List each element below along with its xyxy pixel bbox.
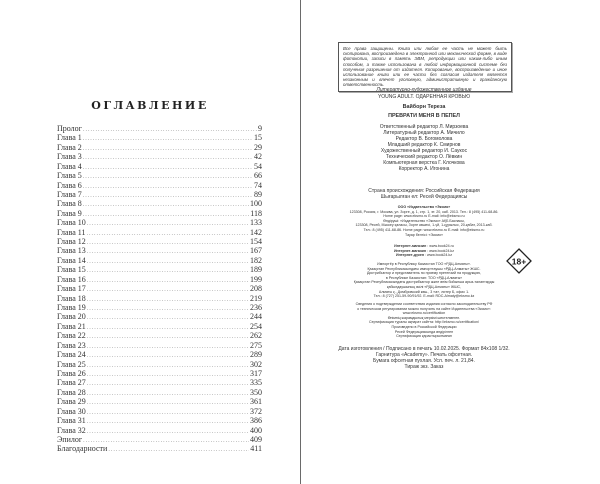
toc-leader-dots: [87, 267, 249, 274]
kz-line: Алматы қ., Домбровский көш., 3 «а», литер Б, офис 1.: [378, 289, 470, 294]
toc-entry-page-number: 29: [254, 142, 262, 152]
toc-entry-page-number: 275: [250, 340, 262, 350]
toc-entry[interactable]: [57, 275, 262, 284]
toc-entry-label: Глава 15: [57, 265, 86, 275]
credit-line: Корректор А. Игонина: [398, 166, 450, 172]
toc-leader-dots: [83, 211, 250, 218]
toc-entry[interactable]: [57, 350, 262, 359]
print-line: Тираж экз. Заказ: [404, 364, 444, 370]
toc-entry-label: Глава 28: [57, 387, 86, 397]
toc-entry-label: Глава 12: [57, 237, 86, 247]
author-name: Вайборн Тереза: [402, 104, 446, 110]
toc-entry-label: Глава 19: [57, 303, 86, 313]
toc-leader-dots: [87, 220, 249, 227]
print-line: Дата изготовления / Подписано в печать 10.02.2025. Формат 84x108 1/32.: [338, 346, 510, 352]
toc-entry[interactable]: [57, 143, 262, 152]
toc-entry-page-number: 199: [250, 274, 262, 284]
toc-entry[interactable]: [57, 397, 262, 406]
toc-entry[interactable]: [57, 378, 262, 387]
toc-entry[interactable]: [57, 312, 262, 321]
toc-leader-dots: [83, 437, 249, 444]
certification-block: [321, 302, 527, 339]
toc-entry[interactable]: [57, 407, 262, 416]
toc-entry[interactable]: [57, 303, 262, 312]
toc-entry[interactable]: [57, 190, 262, 199]
toc-entry[interactable]: [57, 162, 262, 171]
toc-leader-dots: [87, 333, 249, 340]
origin-line: Страна происхождения: Российская Федерация: [368, 188, 480, 194]
toc-entry-page-number: 74: [254, 180, 262, 190]
cert-line: Өнімнің жарамдылық мерзімі шектелмеген.: [387, 315, 461, 320]
toc-entry[interactable]: [57, 228, 262, 237]
toc-leader-dots: [83, 126, 257, 133]
origin-block: [321, 188, 527, 200]
toc-leader-dots: [87, 343, 249, 350]
toc-entry-label: Глава 11: [57, 227, 86, 237]
toc-entry[interactable]: [57, 133, 262, 142]
cert-line: Сведения о подтверждении соответствия издания согласно законодательству РФ: [355, 302, 493, 306]
shop-line: Интернет-магазин : www.book24.kz: [393, 248, 455, 253]
toc-entry-page-number: 409: [250, 434, 262, 444]
toc-entry-page-number: 66: [254, 171, 262, 181]
publisher-line: Өндіруші: «Издательство «Эксмо» АҚБ Баспасы,: [383, 218, 465, 223]
kz-line: Импортёр в Республику Казахстан ТОО «РДЦ-Алматы».: [377, 262, 471, 266]
publisher-name: ООО «Издательство «Эксмо»: [397, 205, 451, 209]
toc-entry-label: Глава 32: [57, 425, 86, 435]
shop-url[interactable]: www.book24.kz: [427, 253, 452, 258]
cert-line: Ресей Федерациясында өндірілген: [394, 329, 454, 334]
print-details-block: [311, 346, 537, 370]
toc-entry-page-number: 15: [254, 133, 262, 143]
toc-leader-dots: [87, 314, 249, 321]
credit-line: Ответственный редактор Л. Мирзоева: [379, 124, 469, 130]
toc-entry-label: Глава 21: [57, 321, 86, 331]
toc-leader-dots: [87, 399, 249, 406]
toc-leader-dots: [87, 418, 249, 425]
kz-line: Қазақстан Республикасындағы импорттаушы «РДЦ-Алматы» ЖШС.: [367, 266, 481, 271]
cert-line: Сертификация қарастырылмаған: [396, 334, 452, 339]
toc-entry-label: Глава 23: [57, 340, 86, 350]
toc-entry-page-number: 400: [250, 425, 262, 435]
copyright-notice-box: Все права защищены. Книга или любая ее часть не может быть скопирована, воспроизведена в электронной или механической форме, в виде фотокопии, записи в память ЭВМ, репродукции или каким-либо иным способом, а также использована в любой информационной системе без получения разрешения от издателя. Копирование, воспроизведение и иное использование книги или ее части без согласия издателя является незаконным и влечет уголовную, административную и гражданскую ответственность.: [338, 42, 512, 92]
toc-leader-dots: [87, 305, 249, 312]
toc-entry-page-number: 219: [250, 293, 262, 303]
kazakhstan-distributor-block: [321, 262, 527, 299]
toc-entry-page-number: 142: [250, 227, 262, 237]
toc-entry-page-number: 302: [250, 359, 262, 369]
shop-line: Интернет-магазин : www.book24.ru: [394, 244, 454, 248]
toc-entry-label: Глава 24: [57, 350, 86, 360]
toc-entry-page-number: 411: [250, 444, 262, 454]
toc-entry-page-number: 189: [250, 265, 262, 275]
toc-title: ОГЛАВЛЕНИЕ: [91, 99, 209, 112]
toc-entry[interactable]: [57, 181, 262, 190]
toc-entry-page-number: 361: [250, 397, 262, 407]
toc-entry-page-number: 254: [250, 321, 262, 331]
toc-entry-label: Глава 17: [57, 284, 86, 294]
toc-entry[interactable]: [57, 435, 262, 444]
toc-entry[interactable]: [57, 416, 262, 425]
kz-line: Дистрибьютор и представитель по приему претензий на продукцию,: [366, 271, 482, 276]
toc-leader-dots: [87, 296, 249, 303]
toc-leader-dots: [87, 371, 249, 378]
toc-entry-page-number: 118: [250, 208, 262, 218]
kz-line: Тел.: 8 (727) 251-59-90/91/92. E-mail: RDC-Almaty@eksmo.kz: [373, 294, 475, 299]
toc-entry-page-number: 154: [250, 237, 262, 247]
toc-entry-page-number: 317: [250, 368, 262, 378]
toc-entry-label: Глава 1: [57, 133, 82, 143]
toc-leader-dots: [108, 446, 249, 453]
toc-entry-label: Глава 14: [57, 255, 86, 265]
toc-entry-page-number: 350: [250, 387, 262, 397]
toc-entry-page-number: 100: [250, 199, 262, 209]
toc-leader-dots: [83, 183, 253, 190]
toc-entry-label: Глава 22: [57, 331, 86, 341]
toc-entry-label: Глава 29: [57, 397, 86, 407]
credit-line: Литературный редактор А. Мичило: [383, 130, 465, 136]
publisher-line: Тел.: 8 (495) 411-68-86. Home page: www.eksmo.ru E-mail: info@eksmo.ru: [363, 227, 485, 232]
toc-entry-label: Глава 25: [57, 359, 86, 369]
shop-url[interactable]: www.book24.ru: [429, 244, 454, 248]
shops-block: [321, 244, 527, 258]
toc-entry-label: Глава 20: [57, 312, 86, 322]
toc-entry-label: Эпилог: [57, 434, 83, 444]
toc-entry-page-number: 54: [254, 161, 262, 171]
toc-entry-label: Глава 8: [57, 199, 82, 209]
toc-entry-label: Глава 9: [57, 208, 82, 218]
toc-entry-label: Пролог: [57, 124, 82, 133]
toc-entry[interactable]: [57, 246, 262, 255]
toc-entry-label: Глава 2: [57, 142, 82, 152]
credits-block: [321, 124, 527, 172]
toc-leader-dots: [83, 154, 253, 161]
shop-label: Интернет-магазин: [394, 244, 427, 248]
toc-entry[interactable]: [57, 209, 262, 218]
toc-leader-dots: [87, 277, 249, 284]
toc-entry[interactable]: [57, 284, 262, 293]
toc-entry-page-number: 335: [250, 378, 262, 388]
toc-entry-page-number: 386: [250, 416, 262, 426]
origin-line: Шығарылған ел: Ресей Федерациясы: [380, 194, 468, 200]
shop-label: Интернет-дүкен: [395, 253, 425, 258]
toc-entry-label: Глава 4: [57, 161, 82, 171]
toc-entry-page-number: 372: [250, 406, 262, 416]
toc-leader-dots: [87, 324, 249, 331]
toc-entry-label: Глава 6: [57, 180, 82, 190]
toc-leader-dots: [83, 192, 253, 199]
toc-leader-dots: [87, 428, 249, 435]
toc-leader-dots: [87, 239, 249, 246]
toc-leader-dots: [83, 173, 253, 180]
toc-leader-dots: [87, 409, 249, 416]
toc-entry-label: Глава 3: [57, 152, 82, 162]
toc-entry[interactable]: [57, 265, 262, 274]
cert-line: Произведено в Российской Федерации: [391, 324, 457, 329]
publisher-line: 123308, Ресей, Мәскеу қаласы, Зорге көшесі, 1-үй, 1-құрылыс, 20-қабат, 2013-каб.: [355, 223, 493, 228]
toc-leader-dots: [87, 286, 249, 293]
credit-line: Редактор В. Богомолова: [395, 136, 453, 142]
toc-leader-dots: [87, 230, 250, 237]
credit-line: Художественный редактор И. Саукос: [380, 148, 468, 154]
toc-entry-label: Глава 13: [57, 246, 86, 256]
series-name: YOUNG ADULT. ОДАРЕННАЯ КРОВЬЮ: [377, 94, 471, 100]
toc-entry-label: Глава 31: [57, 416, 86, 426]
toc-leader-dots: [87, 352, 249, 359]
toc-entry-page-number: 262: [250, 331, 262, 341]
print-line: Бумага офсетная пухлая. Усл. печ. л. 21,84.: [373, 358, 475, 364]
publisher-line: Home page: www.eksmo.ru E-mail: info@eksmo.ru: [383, 214, 465, 219]
toc-list: [57, 124, 262, 454]
toc-entry[interactable]: [57, 256, 262, 265]
toc-entry[interactable]: [57, 331, 262, 340]
toc-entry-label: Глава 26: [57, 368, 86, 378]
toc-entry[interactable]: [57, 322, 262, 331]
toc-leader-dots: [87, 258, 249, 265]
toc-entry-page-number: 182: [250, 255, 262, 265]
toc-leader-dots: [83, 201, 249, 208]
toc-entry-page-number: 42: [254, 152, 262, 162]
toc-entry-page-number: 289: [250, 350, 262, 360]
edition-type: Литературно-художественное издание: [376, 87, 472, 93]
toc-entry-page-number: 208: [250, 284, 262, 294]
toc-entry-label: Глава 16: [57, 274, 86, 284]
age-rating-text: 18+: [511, 256, 527, 267]
publisher-line: Тауар белгісі: «Эксмо»: [405, 232, 443, 237]
toc-entry[interactable]: [57, 237, 262, 246]
toc-leader-dots: [87, 380, 249, 387]
cert-line: www.eksmo.ru/certification: [402, 311, 446, 316]
credit-line: Младший редактор К. Смирнов: [387, 142, 461, 148]
toc-entry[interactable]: [57, 426, 262, 435]
toc-entry-label: Глава 7: [57, 189, 82, 199]
toc-entry-label: Благодарности: [57, 444, 108, 454]
toc-entry-page-number: 167: [250, 246, 262, 256]
toc-entry[interactable]: [57, 444, 262, 453]
toc-entry[interactable]: [57, 124, 262, 133]
toc-entry-page-number: 244: [250, 312, 262, 322]
toc-leader-dots: [87, 248, 249, 255]
publisher-line: 123308, Россия, г. Москва, ул. Зорге, д. 1, стр. 1, эт. 20, каб. 2013. Тел.: 8 (495) 411-68-86.: [349, 209, 499, 214]
toc-entry[interactable]: [57, 341, 262, 350]
toc-entry-label: Глава 27: [57, 378, 86, 388]
credit-line: Технический редактор О. Лёвкин: [385, 154, 463, 160]
toc-entry-page-number: 133: [250, 218, 262, 228]
toc-entry-label: Глава 5: [57, 171, 82, 181]
toc-entry[interactable]: [57, 171, 262, 180]
shop-url[interactable]: www.book24.kz: [429, 248, 455, 253]
toc-entry[interactable]: [57, 369, 262, 378]
toc-entry-label: Глава 30: [57, 406, 86, 416]
toc-leader-dots: [87, 362, 249, 369]
shop-line: Интернет-дүкен : www.book24.kz: [395, 253, 452, 258]
publisher-block: [321, 205, 527, 237]
toc-entry-page-number: 9: [258, 124, 262, 133]
toc-leader-dots: [83, 145, 253, 152]
toc-entry[interactable]: [57, 360, 262, 369]
shop-label: Интернет-магазин: [393, 248, 427, 253]
toc-entry[interactable]: [57, 152, 262, 161]
toc-entry[interactable]: [57, 294, 262, 303]
kz-line: Қазақстан Республикасындағы дистрибьютор және өнім бойынша арыз-талаптарды: [353, 280, 495, 285]
toc-entry-label: Глава 10: [57, 218, 86, 228]
book-title: ПРЕВРАТИ МЕНЯ В ПЕПЕЛ: [388, 113, 460, 119]
toc-leader-dots: [87, 390, 249, 397]
toc-leader-dots: [83, 135, 253, 142]
toc-entry-page-number: 236: [250, 303, 262, 313]
toc-entry-label: Глава 18: [57, 293, 86, 303]
toc-entry[interactable]: [57, 199, 262, 208]
kz-line: в Республике Казахстан: ТОО «РДЦ-Алматы»: [385, 275, 463, 280]
toc-leader-dots: [83, 164, 253, 171]
toc-entry[interactable]: [57, 388, 262, 397]
toc-entry-page-number: 89: [254, 189, 262, 199]
credit-line: Компьютерная верстка Г. Клочкова: [383, 160, 465, 166]
toc-entry[interactable]: [57, 218, 262, 227]
kz-line: қабылдаушының өкілі «РДЦ-Алматы» ЖШС,: [386, 284, 462, 289]
cert-line: Сертификация туралы ақпарат сайтта: http://eksmo.ru/certification/: [369, 320, 479, 325]
cert-line: о техническом регулировании можно получить на сайте Издательства «Эксмо»:: [357, 306, 491, 311]
right-page-imprint: [301, 0, 600, 484]
print-line: Гарнитура «Academy». Печать офсетная.: [375, 352, 473, 358]
